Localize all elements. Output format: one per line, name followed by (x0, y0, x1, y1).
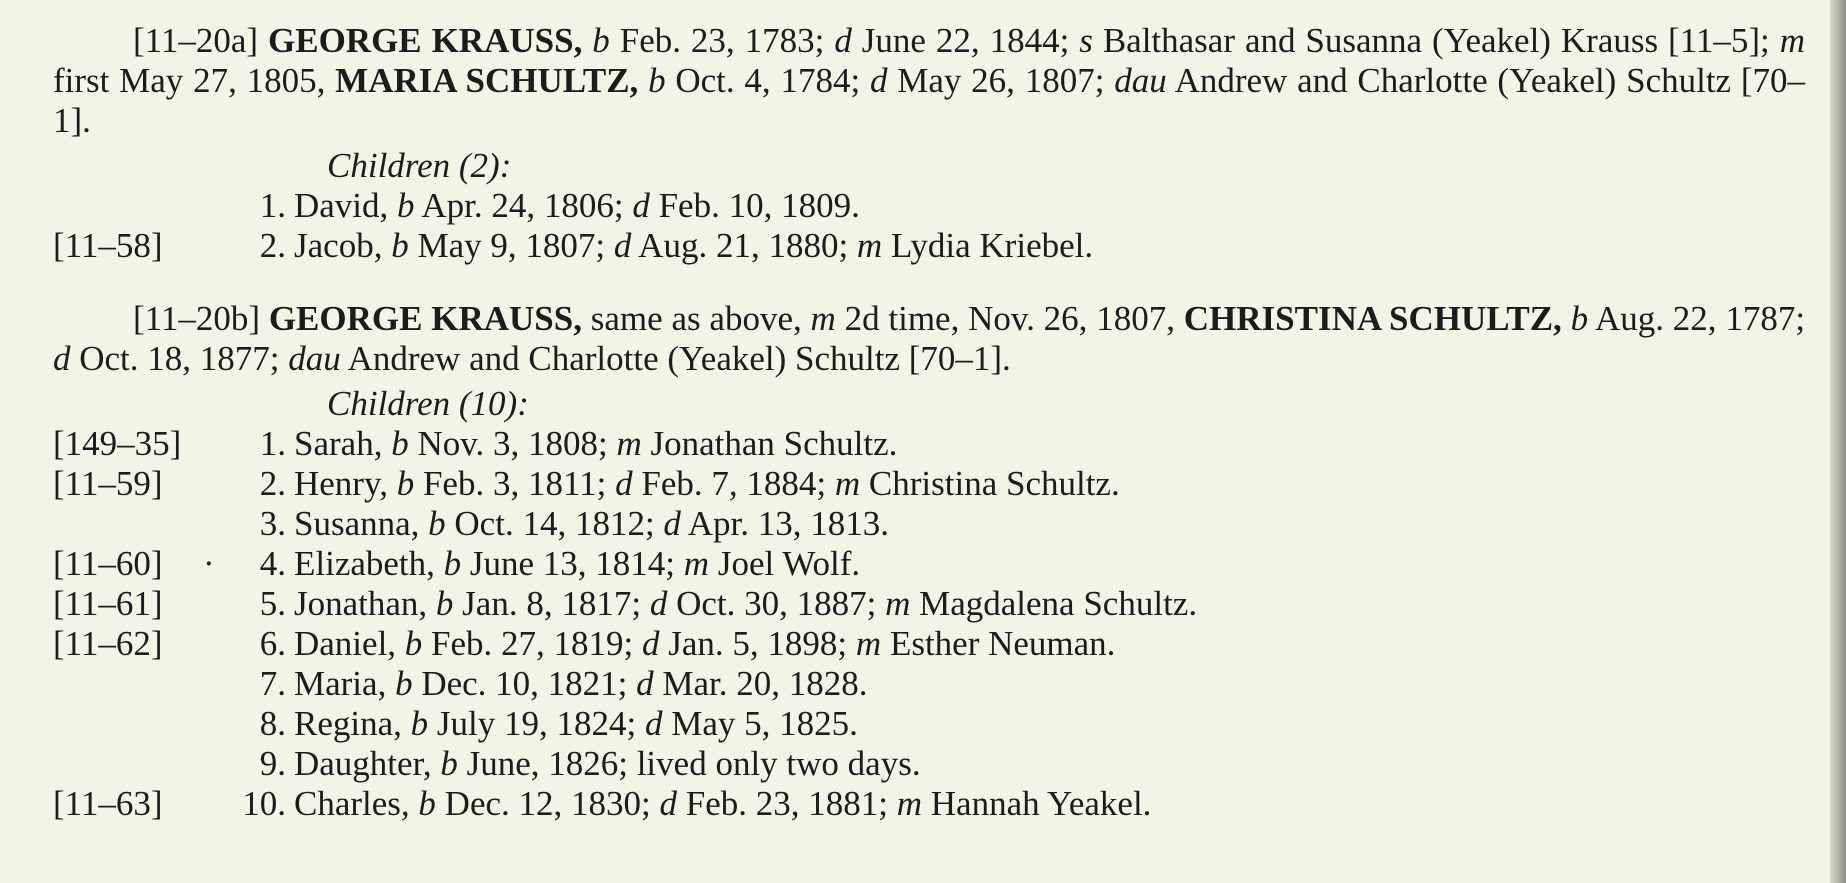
stray-mark: · (203, 544, 215, 583)
abbr-born: b (592, 21, 610, 60)
child-row (53, 226, 1805, 266)
genealogy-page (53, 21, 1805, 824)
abbr-married: m (1779, 21, 1806, 60)
children-heading: Children (10): (327, 384, 529, 423)
child-row (53, 624, 1805, 664)
spouse-name: MARIA SCHULTZ, (335, 61, 639, 100)
child-ref: [11–60] (53, 544, 163, 583)
child-row (53, 504, 1805, 544)
children-list-a (53, 186, 1805, 266)
child-row (53, 544, 1805, 584)
child-number: 2. (259, 226, 286, 265)
child-row (53, 784, 1805, 824)
entry-11-20b (53, 299, 1805, 379)
child-ref: [149–35] (53, 424, 182, 463)
child-row (53, 744, 1805, 784)
child-number: 8. (259, 704, 286, 743)
children-list-b (53, 424, 1805, 824)
child-text: Jonathan, b Jan. 8, 1817; d Oct. 30, 1887; m Magdalena Schultz. (294, 584, 1198, 623)
marriage-info: first May 27, 1805, (53, 61, 336, 100)
child-row (53, 704, 1805, 744)
child-text: Regina, b July 19, 1824; d May 5, 1825. (294, 704, 858, 743)
child-number: 7. (259, 664, 286, 703)
child-ref: [11–63] (53, 784, 163, 823)
child-text: Susanna, b Oct. 14, 1812; d Apr. 13, 1813. (294, 504, 889, 543)
child-number: 5. (259, 584, 286, 623)
entry-11-20a (53, 21, 1805, 141)
abbr-died: d (53, 339, 71, 378)
parents: Balthasar and Susanna (Yeakel) Krauss [11–5]; (1092, 21, 1780, 60)
abbr-married: m (810, 299, 836, 338)
child-number: 10. (242, 784, 286, 823)
child-number: 2. (259, 464, 286, 503)
spouse-death: Oct. 18, 1877; (70, 339, 289, 378)
child-number: 1. (259, 186, 286, 225)
child-number: 4. · (203, 544, 286, 583)
person-name: GEORGE KRAUSS, (268, 299, 582, 338)
abbr-born: b (1570, 299, 1589, 338)
abbr-son: s (1079, 21, 1093, 60)
child-text: Daughter, b June, 1826; lived only two days. (294, 744, 921, 783)
child-row (53, 424, 1805, 464)
death-date: June 22, 1844; (851, 21, 1080, 60)
child-text: Maria, b Dec. 10, 1821; d Mar. 20, 1828. (294, 664, 868, 703)
child-number: 6. (259, 624, 286, 663)
spouse-name: CHRISTINA SCHULTZ, (1183, 299, 1562, 338)
marriage-info: 2d time, Nov. 26, 1807, (835, 299, 1184, 338)
child-number: 3. (259, 504, 286, 543)
child-ref: [11–62] (53, 624, 163, 663)
spouse-birth: Oct. 4, 1784; (665, 61, 870, 100)
birth-date: Feb. 23, 1783; (609, 21, 835, 60)
spouse-birth: Aug. 22, 1787; (1588, 299, 1806, 338)
child-text: Sarah, b Nov. 3, 1808; m Jonathan Schultz. (294, 424, 898, 463)
abbr-died: d (869, 61, 888, 100)
child-row (53, 584, 1805, 624)
abbr-born: b (648, 61, 666, 100)
child-text: Henry, b Feb. 3, 1811; d Feb. 7, 1884; m Christina Schultz. (294, 464, 1120, 503)
child-row (53, 664, 1805, 704)
child-text: Daniel, b Feb. 27, 1819; d Jan. 5, 1898; m Esther Neuman. (294, 624, 1116, 663)
spouse-death: May 26, 1807; (887, 61, 1115, 100)
child-text: Charles, b Dec. 12, 1830; d Feb. 23, 1881; m Hannah Yeakel. (294, 784, 1152, 823)
person-name: GEORGE KRAUSS, (268, 21, 583, 60)
abbr-died: d (834, 21, 852, 60)
child-text: David, b Apr. 24, 1806; d Feb. 10, 1809. (294, 186, 860, 225)
page-edge-shadow (1830, 0, 1846, 883)
child-ref: [11–59] (53, 464, 163, 503)
entry-ref: [11–20a] (133, 21, 259, 60)
child-number: 9. (259, 744, 286, 783)
child-text: Elizabeth, b June 13, 1814; m Joel Wolf. (294, 544, 861, 583)
children-heading: Children (2): (327, 146, 512, 185)
abbr-daughter: dau (1114, 61, 1167, 100)
same-note: same as above, (581, 299, 811, 338)
child-ref: [11–61] (53, 584, 163, 623)
spouse-parents: Andrew and Charlotte (Yeakel) Schultz [70–1]. (53, 61, 1806, 140)
abbr-daughter: dau (288, 339, 341, 378)
child-row (53, 186, 1805, 226)
child-text: Jacob, b May 9, 1807; d Aug. 21, 1880; m Lydia Kriebel. (294, 226, 1094, 265)
spouse-parents: Andrew and Charlotte (Yeakel) Schultz [70–1]. (340, 339, 1011, 378)
child-row (53, 464, 1805, 504)
child-ref: [11–58] (53, 226, 163, 265)
child-number: 1. (259, 424, 286, 463)
entry-ref: [11–20b] (133, 299, 261, 338)
